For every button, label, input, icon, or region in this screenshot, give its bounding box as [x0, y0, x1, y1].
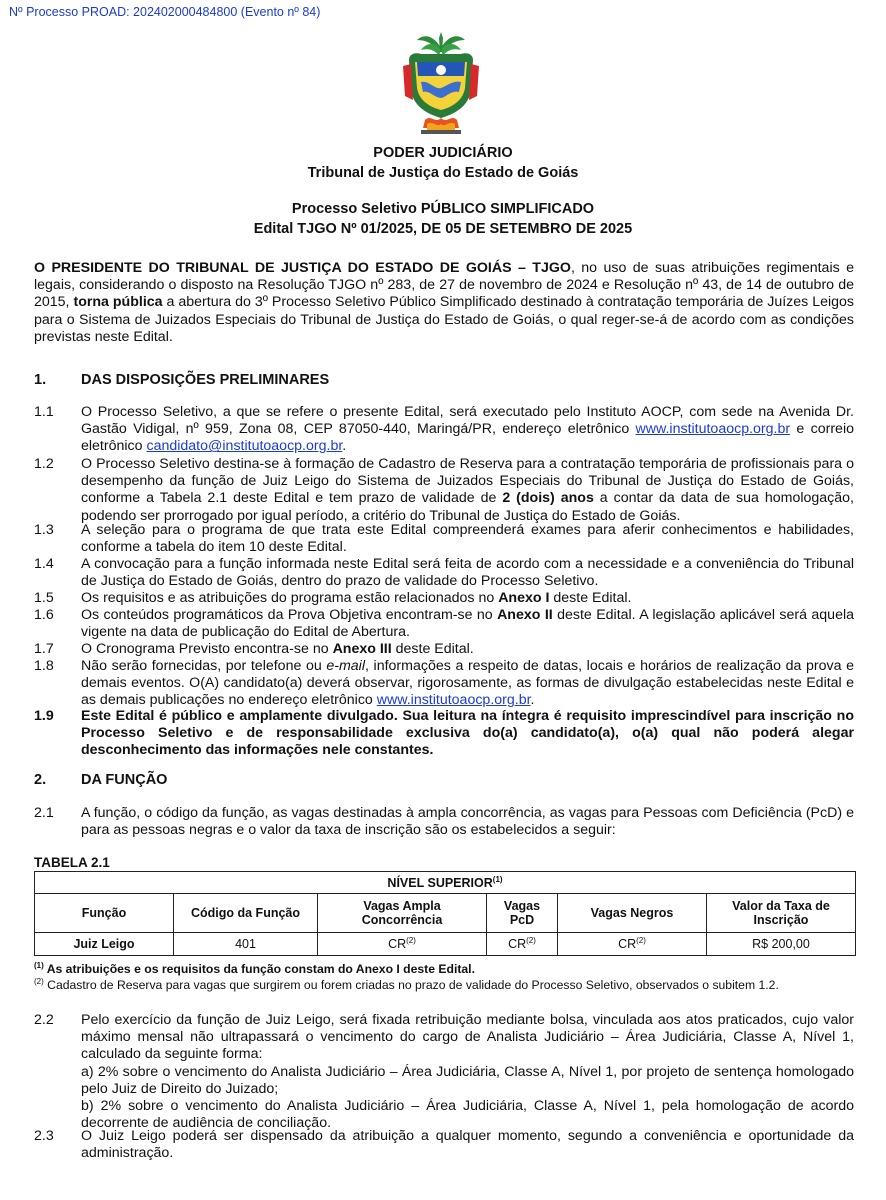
heading-processo-seletivo: Processo Seletivo PÚBLICO SIMPLIFICADO [291, 201, 595, 217]
state-coat-of-arms-icon [395, 30, 487, 136]
col-header-funcao: Função [35, 894, 174, 933]
item-number: 1.5 [34, 590, 54, 606]
item-text: O Processo Seletivo, a que se refere o presente Edital, será executado pelo Instituto AOCP, com sede na Avenida Dr. Gastão Vidigal, nº 959, Zona 08, CEP 87050-440, Maringá/PR, endereço eletrônico [81, 404, 854, 438]
table-2-1 [34, 871, 856, 956]
cell-pcd: CR$^{(2)}$ [487, 933, 558, 956]
item-text: O Cronograma Previsto encontra-se no [81, 641, 333, 657]
intro-text-1: , no uso de suas atribuições regimentais e legais, considerando o disposto na Resolução TJGO nº 283, de 27 de novembro de 2024 e Resolução nº 43, de 14 de outubro de 2015, [34, 260, 854, 311]
item-bold: Anexo III [332, 641, 392, 657]
cell-funcao: Juiz Leigo [35, 933, 174, 956]
col-header-codigo: Código da Função [174, 894, 318, 933]
item-text: deste Edital. A legislação aplicável será aquela vigente na data de publicação do Edital de Abertura. [81, 607, 854, 641]
table-title: TABELA 2.1 [34, 855, 110, 870]
item-number: 1.4 [34, 556, 54, 572]
item-1-4 [34, 556, 854, 590]
item-text: . [342, 438, 347, 455]
item-number: 2.1 [34, 805, 54, 821]
item-text: e correio eletrônico [81, 421, 854, 455]
item-1-7 [34, 641, 854, 658]
palm-leaves [417, 32, 465, 56]
email-link[interactable]: candidato@institutoaocp.org.br [146, 438, 343, 455]
item-subitem-a: a) 2% sobre o vencimento do Analista Judiciário – Área Judiciária, Classe A, Nível 1, por projeto de sentença homologado pelo Juiz de Direito do Juizado; [81, 1063, 854, 1097]
item-1-6 [34, 607, 854, 641]
item-1-1 [34, 404, 854, 456]
process-number-header: Nº Processo PROAD: 202402000484800 (Evento nº 84) [9, 5, 321, 19]
section-number: 1. [34, 372, 47, 388]
item-subitem-b: b) 2% sobre o vencimento do Analista Judiciário – Área Judiciária, Classe A, Nível 1, pela homologação de acordo decorrente de audiência de conciliação. [81, 1098, 854, 1132]
item-1-8 [34, 658, 854, 710]
item-text: Os conteúdos programáticos da Prova Objetiva encontram-se no [81, 607, 498, 623]
section-1-heading [34, 372, 329, 388]
col-header-taxa: Valor da Taxa de Inscrição [707, 894, 856, 933]
item-text: O Juiz Leigo poderá ser dispensado da atribuição a qualquer momento, segundo a conveniência e oportunidade da administração. [81, 1128, 854, 1162]
item-number: 1.8 [34, 658, 54, 674]
item-italic: e-mail [326, 658, 365, 674]
item-number: 2.2 [34, 1012, 54, 1028]
item-text: a contar da data de sua homologação, podendo ser prorrogado por igual período, a critério do Tribunal de Justiça do Estado de Goiás. [81, 490, 854, 524]
col-header-pcd: Vagas PcD [487, 894, 558, 933]
item-2-1 [34, 805, 854, 839]
item-text: Pelo exercício da função de Juiz Leigo, será fixada retribuição mediante bolsa, vinculada aos atos praticados, cujo valor máximo mensal não ultrapassará o vencimento do cargo de Analista Judiciário – Área Judiciária, Classe A, Nível 1, calculado da seguinte forma: [81, 1012, 854, 1063]
item-text: deste Edital. [549, 590, 632, 606]
cell-codigo: 401 [174, 933, 318, 956]
section-title: DA FUNÇÃO [81, 772, 168, 788]
item-text: Os requisitos e as atribuições do programa estão relacionados no [81, 590, 499, 606]
intro-bold-mid: torna pública [73, 294, 163, 311]
col-header-negros: Vagas Negros [558, 894, 707, 933]
item-text: Não serão fornecidas, por telefone ou [81, 658, 327, 674]
heading-edital: Edital TJGO Nº 01/2025, DE 05 DE SETEMBRO DE 2025 [253, 221, 633, 237]
section-2-heading [34, 772, 167, 788]
cell-negros: CR$^{(2)}$ [558, 933, 707, 956]
intro-text-2: a abertura do 3º Processo Seletivo Público Simplificado destinado à contratação temporária de Juízes Leigos para o Sistema de Juizados Especiais do Tribunal de Justiça do Estado de Goiás, o qual reger-se-á de acordo com as condições previstas neste Edital. [34, 294, 855, 345]
intro-paragraph [34, 260, 854, 346]
item-1-2 [34, 456, 854, 525]
item-text: A função, o código da função, as vagas destinadas à ampla concorrência, as vagas para Pessoas com Deficiência (PcD) e para as pessoas negras e o valor da taxa de inscrição são os estabelecidos a seguir: [81, 805, 854, 839]
item-bold: Anexo I [498, 590, 550, 606]
item-1-3 [34, 522, 854, 556]
item-text: O Processo Seletivo destina-se à formação de Cadastro de Reserva para a contratação temporária de profissionais para o desempenho da função de Juiz Leigo do Sistema de Juizados Especiais do Tribunal de Justiça do Estado de Goiás, conforme a Tabela 2.1 deste Edital e tem prazo de validade de [81, 456, 854, 507]
intro-bold-lead: O PRESIDENTE DO TRIBUNAL DE JUSTIÇA DO ESTADO DE GOIÁS – TJGO [34, 260, 571, 276]
item-text: Este Edital é público e amplamente divulgado. Sua leitura na íntegra é requisito imprescindível para inscrição no Processo Seletivo e de responsabilidade exclusiva do(a) candidato(a), o(a) qual não poderá alegar desconhecimento das informações nele constantes. [81, 708, 854, 759]
item-bold: 2 (dois) anos [502, 490, 594, 507]
item-bold: Anexo II [497, 607, 553, 623]
heading-tribunal: Tribunal de Justiça do Estado de Goiás [307, 165, 579, 181]
item-number: 1.6 [34, 607, 54, 623]
item-text: A convocação para a função informada neste Edital será feita de acordo com a necessidade e a conveniência do Tribunal de Justiça do Estado de Goiás, dentro do prazo de validade do Processo Seletivo. [81, 556, 854, 590]
item-number: 1.9 [34, 708, 54, 724]
item-number: 2.3 [34, 1128, 54, 1144]
section-title: DAS DISPOSIÇÕES PRELIMINARES [81, 372, 330, 388]
item-number: 1.2 [34, 456, 54, 472]
item-2-3 [34, 1128, 854, 1162]
table-group-header: NÍVEL SUPERIOR$^{(1)}$ [35, 872, 856, 894]
cell-taxa: R$ 200,00 [707, 933, 856, 956]
table-note-1: $^{(1)}$ As atribuições e os requisitos da função constam do Anexo I deste Edital. [34, 961, 475, 977]
item-text: A seleção para o programa de que trata este Edital compreenderá exames para aferir conhecimentos e habilidades, conforme a tabela do item 10 deste Edital. [81, 522, 854, 556]
table-note-2: $^{(2)}$ Cadastro de Reserva para vagas que surgirem ou forem criadas no prazo de validade do Processo Seletivo, observados o subitem 1.2. [34, 977, 779, 993]
item-number: 1.3 [34, 522, 54, 538]
cell-ampla: CR$^{(2)}$ [318, 933, 487, 956]
item-number: 1.1 [34, 404, 54, 420]
website-link[interactable]: www.institutoaocp.org.br [376, 692, 531, 709]
section-number: 2. [34, 772, 47, 788]
heading-poder-judiciario: PODER JUDICIÁRIO [373, 145, 513, 161]
col-header-ampla: Vagas Ampla Concorrência [318, 894, 487, 933]
item-text: , informações a respeito de datas, locais e horários de realização da prova e demais eventos. O(A) candidato(a) deverá observar, rigorosamente, as formas de divulgação estabelecidas neste Edital e as demais publicações no endereço eletrônico [81, 658, 854, 709]
item-number: 1.7 [34, 641, 54, 657]
item-text: deste Edital. [391, 641, 474, 657]
item-1-5 [34, 590, 854, 607]
table-row [35, 933, 856, 956]
item-1-9 [34, 708, 854, 760]
website-link[interactable]: www.institutoaocp.org.br [635, 421, 791, 438]
item-2-2 [34, 1012, 854, 1132]
item-text: . [530, 692, 535, 709]
